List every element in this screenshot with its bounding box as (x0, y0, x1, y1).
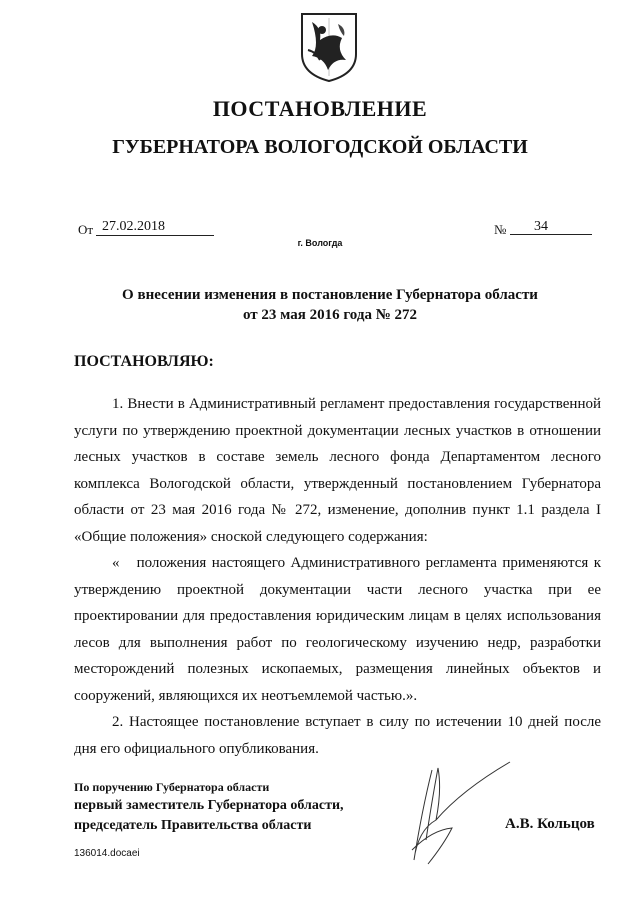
signatory-block (74, 778, 344, 836)
signatory-authority: По поручению Губернатора области (74, 780, 270, 794)
signatory-position-1: первый заместитель Губернатора области, (74, 798, 344, 813)
document-subject (60, 285, 600, 325)
document-number: 34 (510, 219, 592, 235)
document-city: г. Вологда (297, 238, 343, 248)
document-body (74, 391, 601, 762)
signatory-name: А.В. Кольцов (505, 816, 595, 832)
number-prefix: № (494, 222, 507, 237)
signatory-position-2: председатель Правительства области (74, 818, 312, 833)
document-file-id: 136014.docaei (74, 848, 140, 859)
paragraph-1: 1. Внести в Административный регламент предоставления государственной услуги по утверждению проектной документации лесных участков в отношении лесных участков в составе земель лесного фонда Департаментом лесного комплекса Вологодской области, утвержденный постановлением Губернатора области от 23 мая 2016 года № 272, изменение, дополнив пункт 1.1 раздела I «Общие положения» сноской следующего содержания: (74, 396, 601, 545)
document-date: 27.02.2018 (96, 219, 214, 236)
date-prefix: От (78, 222, 94, 237)
document-title: ПОСТАНОВЛЕНИЕ (212, 96, 428, 121)
subject-line-1: О внесении изменения в постановление Губернатора области (122, 287, 538, 303)
decree-word: ПОСТАНОВЛЯЮ: (74, 353, 214, 370)
document-issuer: ГУБЕРНАТОРА ВОЛОГОДСКОЙ ОБЛАСТИ (112, 136, 528, 158)
paragraph-2: « положения настоящего Административного регламента применяются к утверждению проектной документации части лесного участка при ее проектировании для предоставления юридическим лицам в целях использования лесов для выполнения работ по геологическому изучению недр, разработки месторождений полезных ископаемых, размещения линейных объектов и сооружений, являющихся их неотъемлемой частью.». (74, 555, 601, 704)
subject-line-2: от 23 мая 2016 года № 272 (242, 307, 418, 323)
coat-of-arms-icon (298, 10, 360, 84)
paragraph-3: 2. Настоящее постановление вступает в силу по истечении 10 дней после дня его официального опубликования. (74, 714, 601, 757)
handwritten-signature (392, 760, 512, 870)
